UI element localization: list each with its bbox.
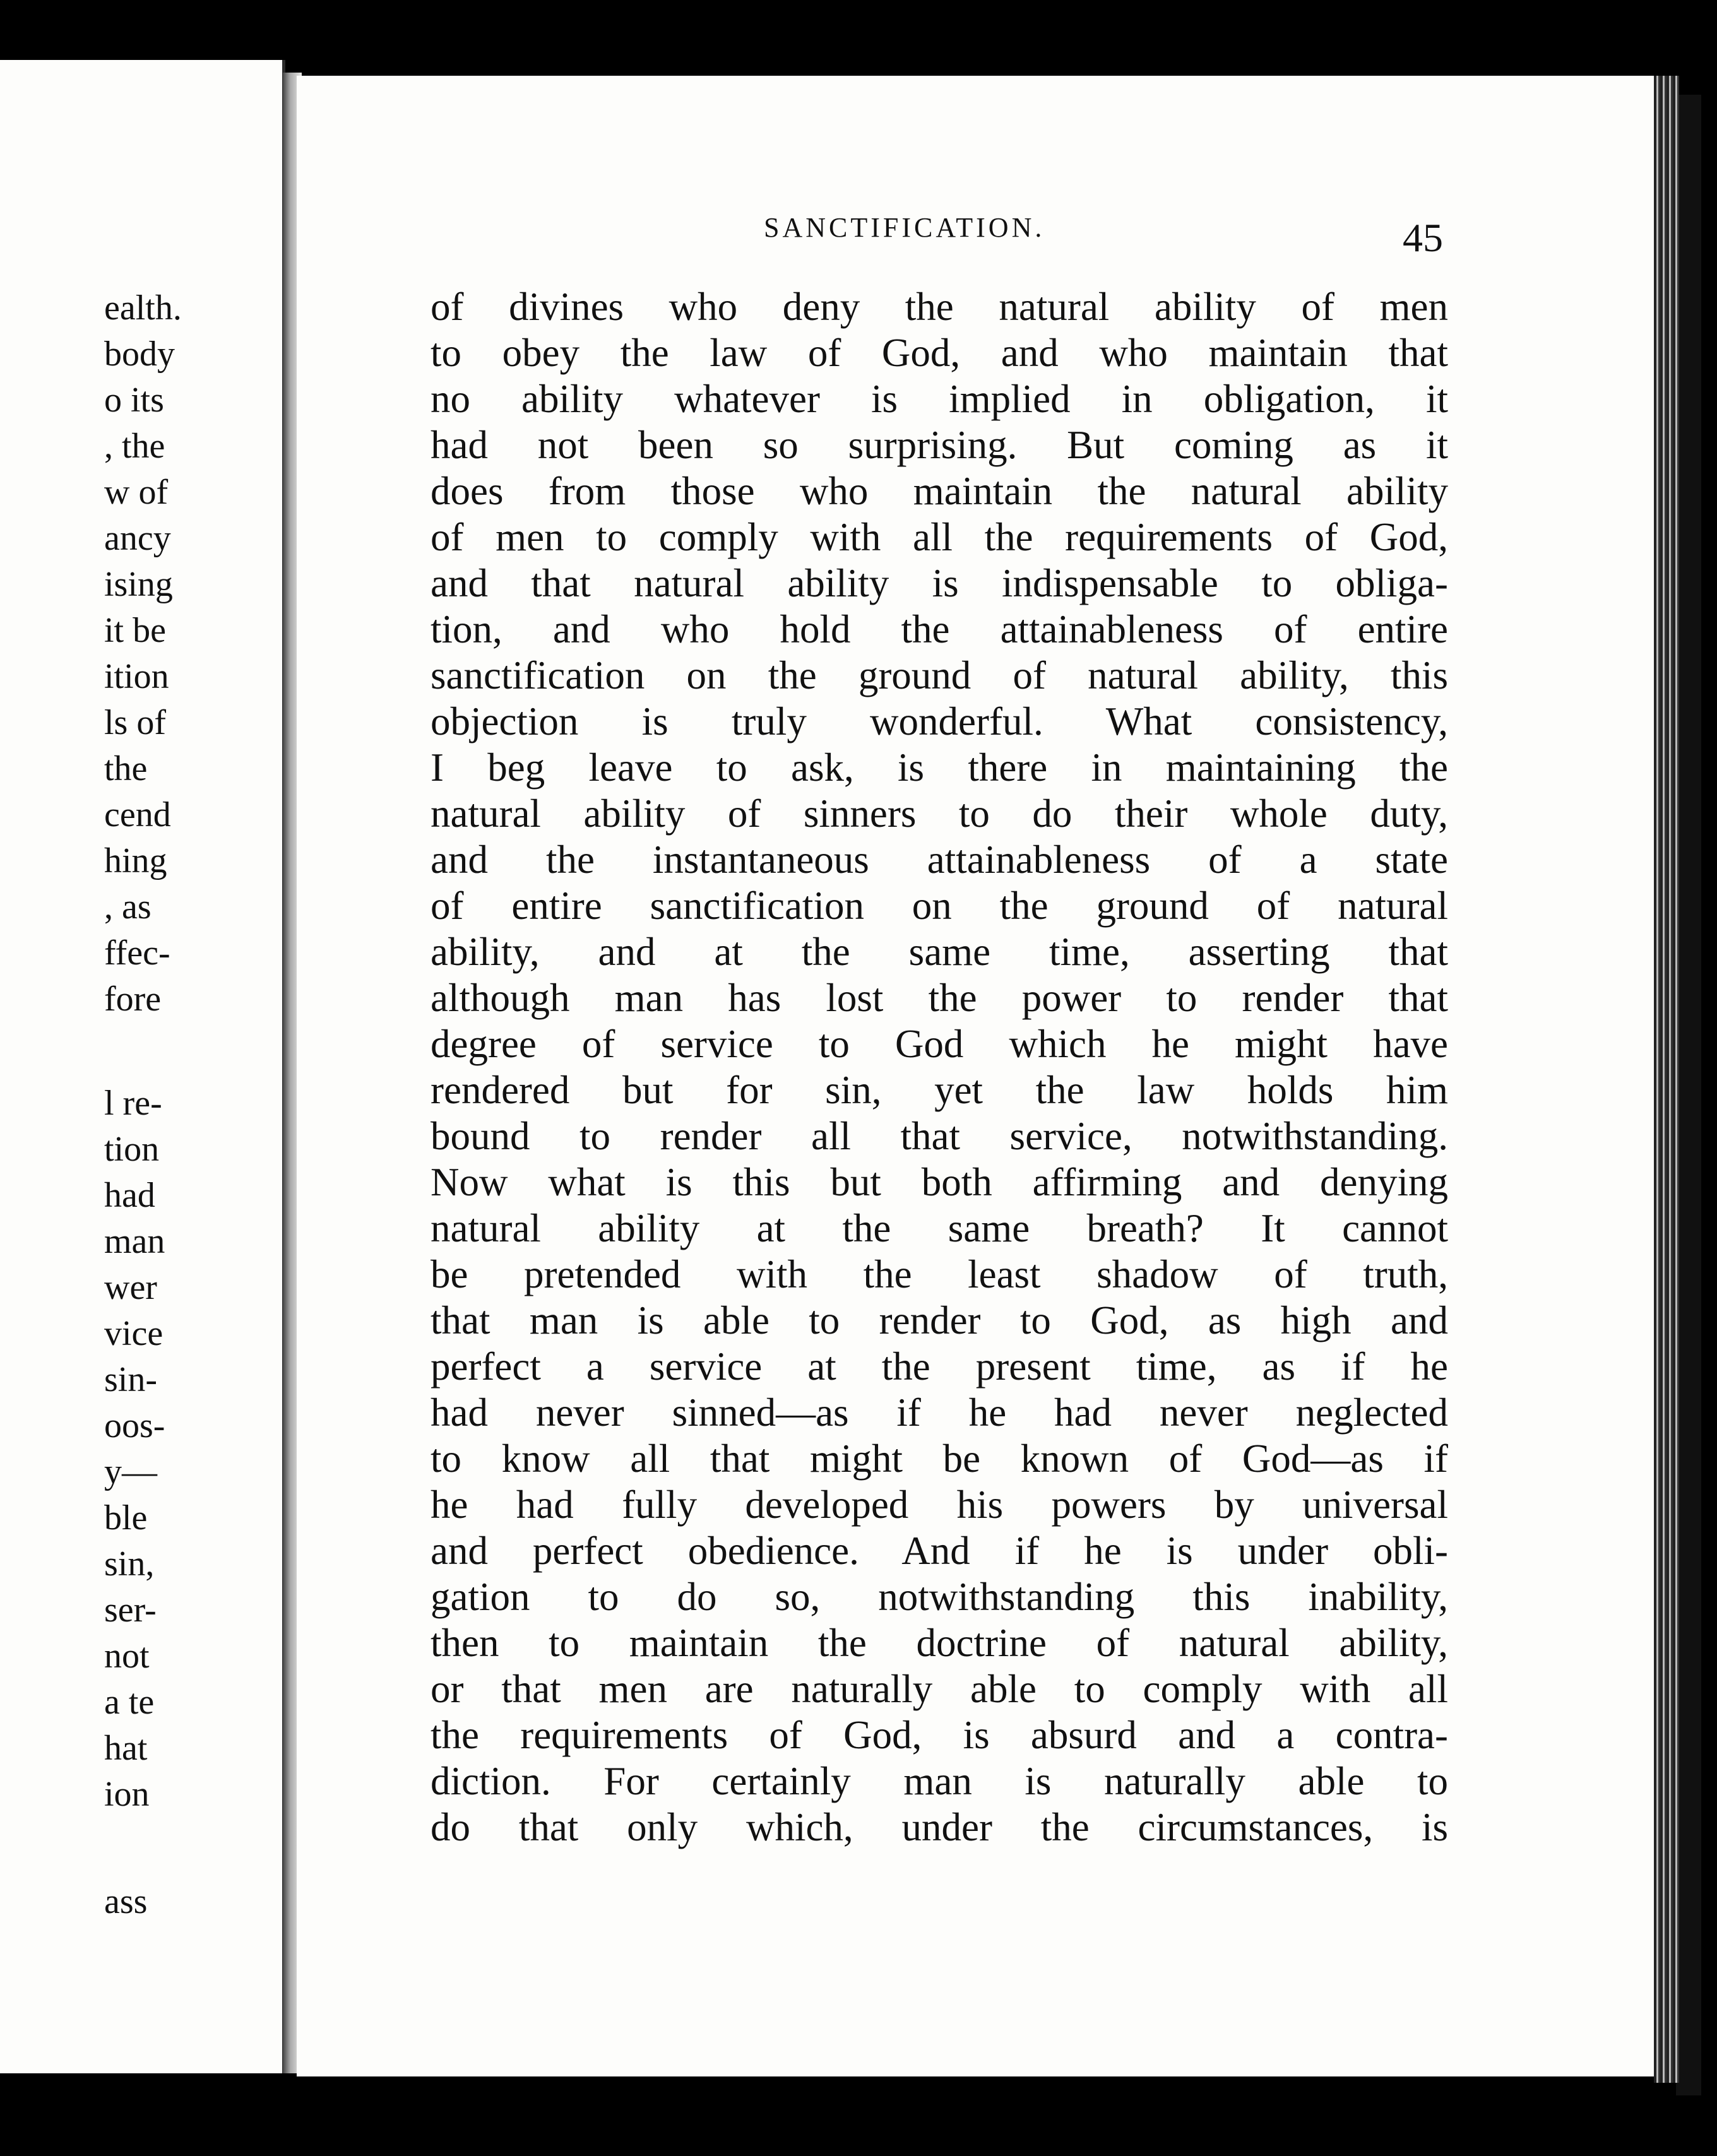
left-page — [0, 60, 285, 2073]
text-line: no ability whatever is implied in obligation, it — [431, 377, 1448, 421]
text-line: sanctification on the ground of natural ability, this — [431, 653, 1448, 697]
text-line: ability, and at the same time, asserting that — [431, 930, 1448, 974]
text-line: rendered but for sin, yet the law holds him — [431, 1068, 1448, 1112]
left-page-line: ising — [104, 565, 173, 604]
text-line: of entire sanctification on the ground of natural — [431, 884, 1448, 928]
left-page-line: man — [104, 1222, 165, 1261]
left-page-line: ser- — [104, 1590, 157, 1630]
left-page-line: o its — [104, 381, 164, 420]
running-head: SANCTIFICATION. — [764, 212, 1045, 243]
left-page-line: ffec- — [104, 933, 170, 973]
left-page-line: l re- — [104, 1084, 162, 1123]
text-line: and perfect obedience. And if he is under obli- — [431, 1529, 1448, 1573]
text-line: diction. For certainly man is naturally able to — [431, 1759, 1448, 1803]
left-page-line: body — [104, 335, 175, 374]
left-page-line: it be — [104, 611, 166, 650]
left-page-line: w of — [104, 473, 169, 512]
left-page-line: fore — [104, 980, 162, 1019]
text-line: and that natural ability is indispensable to obliga- — [431, 561, 1448, 605]
text-line: gation to do so, notwithstanding this inability, — [431, 1575, 1448, 1619]
text-line: I beg leave to ask, is there in maintaining the — [431, 745, 1448, 790]
left-page-line: sin, — [104, 1544, 155, 1584]
left-page-line: y— — [104, 1452, 157, 1491]
page-number: 45 — [1403, 215, 1443, 260]
text-line: that man is able to render to God, as high and — [431, 1298, 1448, 1342]
text-line: bound to render all that service, notwithstanding. — [431, 1114, 1448, 1158]
left-page-line: oos- — [104, 1406, 165, 1445]
text-line: does from those who maintain the natural ability — [431, 469, 1448, 513]
text-line: of men to comply with all the requirements of God, — [431, 515, 1448, 559]
text-line: of divines who deny the natural ability of men — [431, 285, 1448, 329]
left-page-line: tion — [104, 1130, 160, 1169]
text-line: or that men are naturally able to comply with all — [431, 1667, 1448, 1711]
text-line: objection is truly wonderful. What consistency, — [431, 699, 1448, 743]
left-page-line: ition — [104, 657, 169, 696]
text-line: to know all that might be known of God—as if — [431, 1436, 1448, 1481]
text-line: and the instantaneous attainableness of a state — [431, 838, 1448, 882]
text-line: tion, and who hold the attainableness of entire — [431, 607, 1448, 651]
text-line: although man has lost the power to render that — [431, 976, 1448, 1020]
text-line: do that only which, under the circumstances, is — [431, 1805, 1448, 1849]
book-cover-edge — [1676, 95, 1701, 2095]
text-line: he had fully developed his powers by universal — [431, 1483, 1448, 1527]
left-page-line: sin- — [104, 1360, 157, 1399]
text-line: to obey the law of God, and who maintain that — [431, 331, 1448, 375]
page-body — [431, 284, 1448, 1851]
text-line: had not been so surprising. But coming as it — [431, 423, 1448, 467]
left-page-line: a te — [104, 1683, 155, 1722]
text-line: the requirements of God, is absurd and a contra- — [431, 1713, 1448, 1757]
left-page-line: vice — [104, 1314, 163, 1353]
left-page-line: , the — [104, 427, 165, 466]
left-page-line: ass — [104, 1882, 148, 1921]
left-page-line: hing — [104, 841, 167, 880]
left-page-line: not — [104, 1637, 150, 1676]
left-page-line: , as — [104, 887, 152, 927]
left-page-line: hat — [104, 1729, 148, 1768]
left-page-line: had — [104, 1176, 155, 1215]
left-page-line: wer — [104, 1268, 157, 1307]
text-line: then to maintain the doctrine of natural ability, — [431, 1621, 1448, 1665]
text-line: natural ability at the same breath? It cannot — [431, 1206, 1448, 1250]
text-line: degree of service to God which he might have — [431, 1022, 1448, 1066]
left-page-line: ancy — [104, 519, 171, 558]
left-page-line: ion — [104, 1775, 150, 1814]
text-line: natural ability of sinners to do their whole duty, — [431, 791, 1448, 836]
left-page-line: the — [104, 749, 148, 788]
left-page-line: cend — [104, 795, 171, 834]
left-page-line: ealth. — [104, 288, 182, 328]
text-line: had never sinned—as if he had never neglected — [431, 1390, 1448, 1435]
left-page-line: ls of — [104, 703, 166, 742]
left-page-line: ble — [104, 1498, 148, 1537]
text-line: perfect a service at the present time, as if he — [431, 1344, 1448, 1389]
page-edges — [1654, 76, 1679, 2083]
text-line: Now what is this but both affirming and denying — [431, 1160, 1448, 1204]
text-line: be pretended with the least shadow of truth, — [431, 1252, 1448, 1296]
